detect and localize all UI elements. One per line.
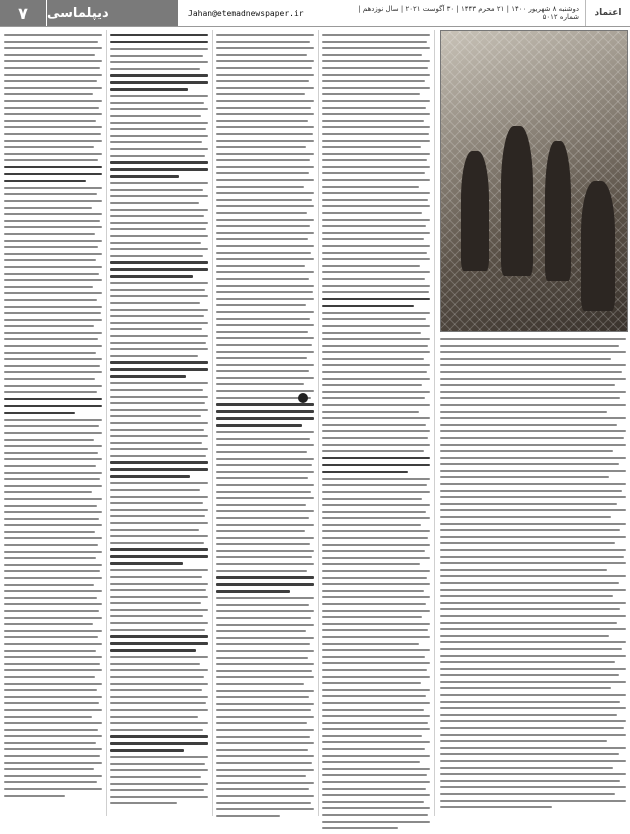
column-rule: [106, 30, 107, 816]
article-photo: [440, 30, 628, 332]
page-header: [0, 0, 630, 27]
article-body-col5: [4, 34, 102, 801]
person-figure: [545, 141, 571, 281]
section-title: دیپلماسی: [46, 0, 178, 26]
article-body-col4: [110, 34, 208, 809]
article-body-col2: [322, 34, 430, 834]
newspaper-logo: اعتماد: [585, 0, 630, 26]
article-body-col3: [216, 34, 314, 821]
column-rule: [434, 30, 435, 816]
person-figure: [581, 181, 615, 311]
person-figure: [461, 151, 489, 271]
question-marker-icon: [298, 393, 308, 403]
person-figure: [501, 126, 533, 276]
contact-email[interactable]: Jahan@etemadnewspaper.ir: [188, 8, 304, 18]
article-body-col1: [440, 338, 626, 813]
page-number: ۷: [0, 0, 46, 26]
column-rule: [212, 30, 213, 816]
issue-date: دوشنبه ۸ شهریور ۱۴۰۰ | ۲۱ محرم ۱۴۴۳ | ۳۰ آگوست ۲۰۲۱ | سال نوزدهم | شماره ۵۰۱۲: [358, 5, 579, 21]
column-rule: [318, 30, 319, 816]
